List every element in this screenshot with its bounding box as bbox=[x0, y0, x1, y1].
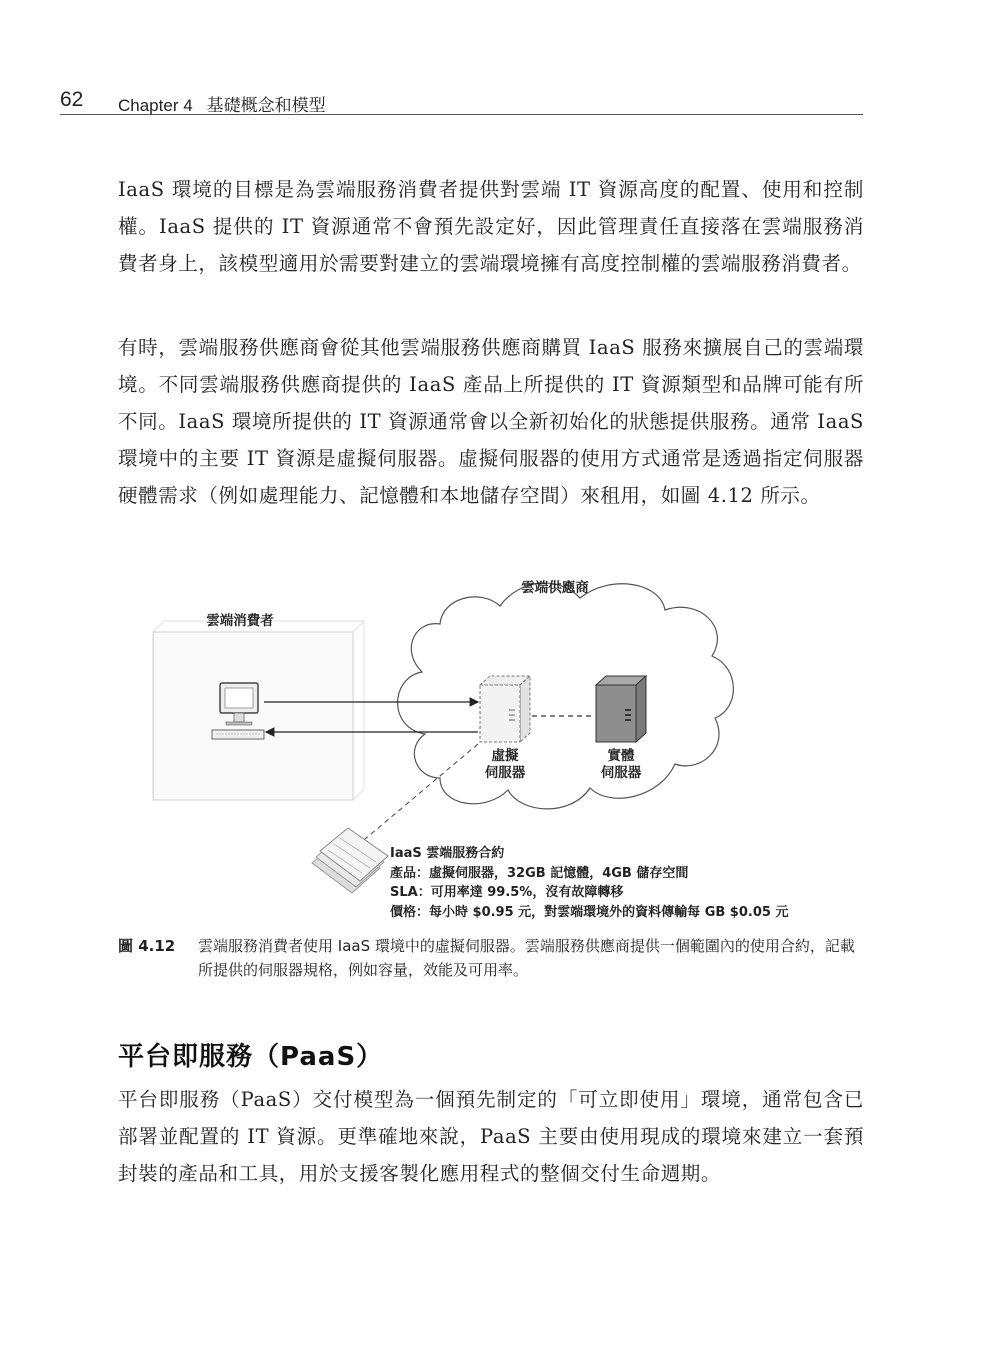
running-header bbox=[60, 88, 863, 115]
contract-document-icon bbox=[312, 828, 388, 893]
body-paragraph-2: 有時，雲端服務供應商會從其他雲端服務供應商購買 IaaS 服務來擴展自己的雲端環境。不同雲端服務供應商提供的 IaaS 產品上所提供的 IT 資源類型和品牌可能有所不同。IaaS 環境所提供的 IT 資源通常會以全新初始化的狀態提供服務。通常 IaaS 環境中的主要 IT 資源是虛擬伺服器。虛擬伺服器的使用方式通常是透過指定伺服器硬體需求（例如處理能力、記憶體和本地儲存空間）來租用，如圖 4.12 所示。 bbox=[118, 336, 864, 507]
physical-server-label-line2: 伺服器 bbox=[600, 765, 642, 781]
computer-icon bbox=[212, 683, 264, 739]
provider-label: 雲端供應商 bbox=[521, 580, 589, 596]
page-number: 62 bbox=[60, 88, 84, 111]
chapter-heading bbox=[118, 91, 340, 116]
contract-title: IaaS 雲端服務合約 bbox=[390, 846, 505, 861]
contract-price: 價格：每小時 $0.95 元，對雲端環境外的資料傳輸每 GB $0.05 元 bbox=[390, 904, 789, 920]
cloud-shape bbox=[398, 583, 734, 809]
section-title: 平台即服務（PaaS） bbox=[118, 1042, 384, 1072]
virtual-server-label-line2: 伺服器 bbox=[484, 765, 526, 781]
body-paragraph-1: IaaS 環境的目標是為雲端服務消費者提供對雲端 IT 資源高度的配置、使用和控制權。IaaS 提供的 IT 資源通常不會預先設定好，因此管理責任直接落在雲端服務消費者身上，該模型適用於需要對建立的雲端環境擁有高度控制權的雲端服務消費者。 bbox=[118, 178, 864, 275]
consumer-label: 雲端消費者 bbox=[206, 613, 274, 629]
chapter-title: 基礎概念和模型 bbox=[206, 96, 326, 115]
caption-label: 圖 4.12 bbox=[118, 937, 176, 955]
figure-caption bbox=[118, 934, 868, 982]
physical-server-icon bbox=[596, 676, 646, 742]
physical-server-label bbox=[586, 748, 656, 782]
body-paragraph-3: 平台即服務（PaaS）交付模型為一個預先制定的「可立即使用」環境，通常包含已部署並配置的 IT 資源。更準確地來說，PaaS 主要由使用現成的環境來建立一套預封裝的產品和工具，用於支援客製化應用程式的整個交付生命週期。 bbox=[118, 1088, 864, 1185]
physical-server-label-line1: 實體 bbox=[607, 748, 635, 764]
virtual-server-label bbox=[470, 748, 540, 782]
chapter-label: Chapter 4 bbox=[118, 96, 193, 115]
figure-4-12 bbox=[140, 568, 860, 918]
virtual-server-label-line1: 虛擬 bbox=[491, 748, 519, 764]
virtual-server-icon bbox=[480, 676, 530, 742]
contract-sla: SLA：可用率達 99.5%，沒有故障轉移 bbox=[390, 885, 624, 900]
caption-text: 雲端服務消費者使用 IaaS 環境中的虛擬伺服器。雲端服務供應商提供一個範圍內的使用合約，記載所提供的伺服器規格，例如容量，效能及可用率。 bbox=[198, 937, 855, 979]
contract-product: 產品：虛擬伺服器，32GB 記憶體，4GB 儲存空間 bbox=[390, 865, 689, 881]
contract-details bbox=[390, 844, 788, 922]
